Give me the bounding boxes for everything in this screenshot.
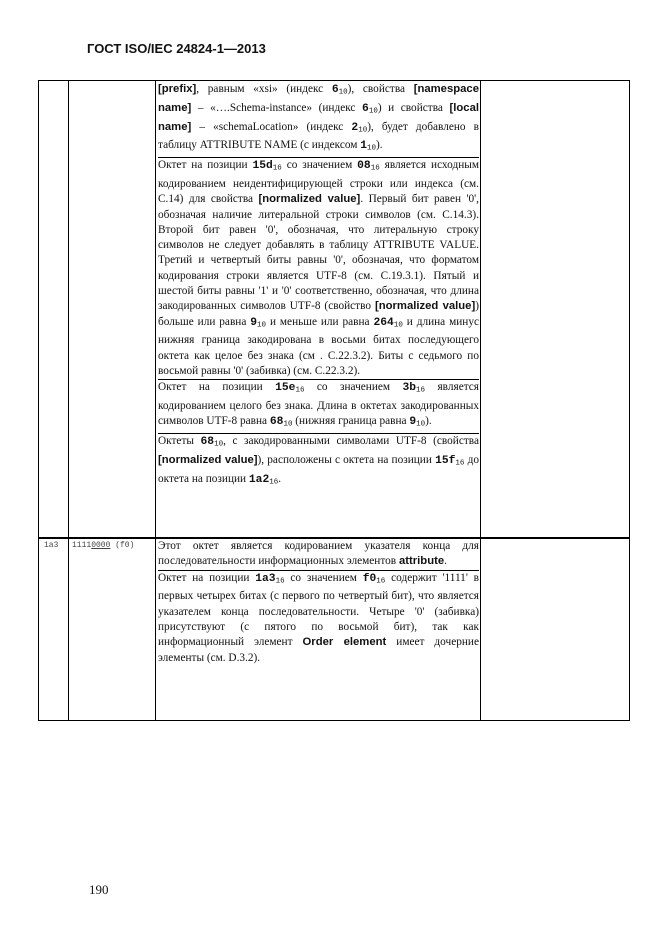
row1-description [158, 82, 479, 491]
row2-bits-low: 0000 [91, 541, 111, 550]
document-header: ГОСТ ISO/IEC 24824-1—2013 [87, 41, 266, 56]
row2-paragraph-2: Октет на позиции $1a3_{16}$ со значением $f0_{16}$ содержит '1111' в первых четырех битах (с первого по четвертый бит), что является указателем конца последовательности. Четыре '0' (забивка) присутствуют (с пятого по восьмой бит), так как информационный элемент Order element имеет дочерние элементы (см. D.3.2). [158, 570, 479, 666]
row1-paragraph-2: Октет на позиции $15d_{16}$ со значением $08_{16}$ является исходным кодированием неидентифицирующей строки или индекса (см. С.14) для свойства [normalized value]. Первый бит равен '0', обозначая наличие литеральной строки символов (см. С.14.3). Второй бит равен '0', обозначая, что литеральную строку символов не следует добавлять в таблицу ATTRIBUTE VALUE. Третий и четвертый биты равны '0', обозначая, что форматом кодирования строки является UTF-8 (см. С.19.3.1). Пятый и шестой биты равны '1' и '0' соответственно, обозначая, что длина закодированных символов UTF-8 (свойство [normalized value]) больше или равна $9_{10}$ и меньше или равна $264_{10}$ и длина минус нижняя граница закодирована в восьми битах последующего октета как целое без знака (см . С.22.3.2). Биты с седьмого по восьмой равны '0' (забивка) (см. С.22.3.2). [158, 157, 479, 379]
row1-paragraph-3: Октет на позиции $15e_{16}$ со значением $3b_{16}$ является кодированием целого без знака. Длина в октетах закодированных символов UTF-8 равна $68_{10}$ (нижняя граница равна $9_{10}$). [158, 379, 479, 433]
row2-paragraph-1: Этот октет является кодированием указателя конца для последовательности информационных элементов attribute. [158, 540, 479, 568]
row1-paragraph-4: Октеты $68_{10}$, с закодированными символами UTF-8 (свойства [normalized value]), расположены с октета на позиции $15f_{16}$ до октета на позиции $1a2_{16}$. [158, 433, 479, 490]
row2-hex: (f0) [110, 541, 135, 550]
row2-description [158, 539, 479, 666]
row2-position: 1a3 [44, 541, 59, 550]
row2-octet-bits [72, 541, 134, 550]
row1-paragraph-1: [prefix], равным «xsi» (индекс $6_{10}$), свойства [namespace name] – «….Schema-instance» (индекс $6_{10}$) и свойства [local name] – «schemaLocation» (индекс $2_{10}$), будет добавлено в таблицу ATTRIBUTE NAME (с индексом $1_{10}$). [158, 83, 479, 153]
page-number: 190 [89, 882, 109, 897]
row2-bits-high: 1111 [72, 541, 92, 550]
